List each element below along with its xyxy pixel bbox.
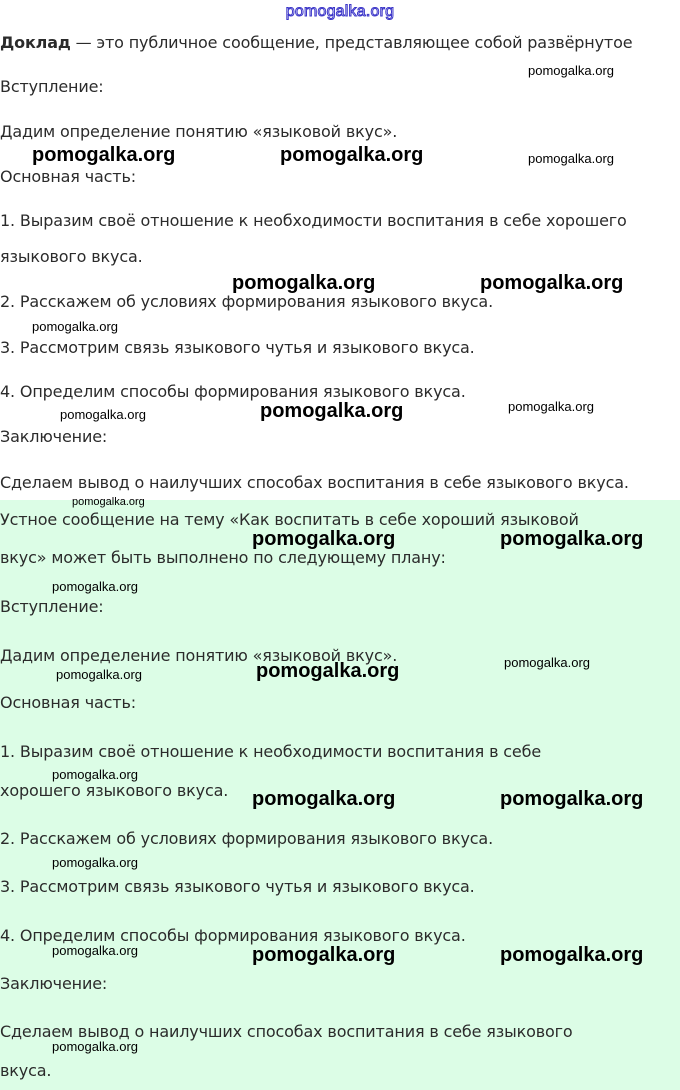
watermark: pomogalka.org xyxy=(500,528,644,550)
answer-main-heading: Основная часть: xyxy=(0,693,136,712)
watermark: pomogalka.org xyxy=(252,788,396,810)
plan-item-3: 3. Рассмотрим связь языкового чутья и языкового вкуса. xyxy=(0,338,475,357)
watermark: pomogalka.org xyxy=(528,63,614,78)
watermark: pomogalka.org xyxy=(500,788,644,810)
plan-item-2: 2. Расскажем об условиях формирования языкового вкуса. xyxy=(0,292,494,311)
watermark: pomogalka.org xyxy=(52,579,138,594)
site-header xyxy=(0,0,680,24)
conclusion-text: Сделаем вывод о наилучших способах воспитания в себе языкового вкуса. xyxy=(0,473,629,492)
site-logo-link[interactable]: pomogalka.org xyxy=(285,3,395,20)
watermark: pomogalka.org xyxy=(480,272,624,294)
watermark: pomogalka.org xyxy=(52,767,138,782)
watermark: pomogalka.org xyxy=(52,943,138,958)
watermark: pomogalka.org xyxy=(252,944,396,966)
answer-topic-line-1: Устное сообщение на тему «Как воспитать в себе хороший языковой xyxy=(0,510,579,529)
definition-text: — это публичное сообщение, представляющее собой развёрнутое xyxy=(70,33,633,52)
watermark: pomogalka.org xyxy=(500,944,644,966)
answer-plan-item-3: 3. Рассмотрим связь языкового чутья и языкового вкуса. xyxy=(0,877,475,896)
watermark: pomogalka.org xyxy=(56,667,142,682)
watermark: pomogalka.org xyxy=(60,407,146,422)
watermark: pomogalka.org xyxy=(504,655,590,670)
watermark: pomogalka.org xyxy=(52,1039,138,1054)
plan-item-1-continued: языкового вкуса. xyxy=(0,247,143,266)
watermark: pomogalka.org xyxy=(52,855,138,870)
watermark: pomogalka.org xyxy=(280,144,424,166)
watermark: pomogalka.org xyxy=(260,400,404,422)
watermark: pomogalka.org xyxy=(32,144,176,166)
watermark: pomogalka.org xyxy=(32,319,118,334)
main-heading: Основная часть: xyxy=(0,167,136,186)
watermark: pomogalka.org xyxy=(528,151,614,166)
answer-conclusion-line-2: вкуса. xyxy=(0,1061,52,1080)
watermark: pomogalka.org xyxy=(252,528,396,550)
answer-plan-item-2: 2. Расскажем об условиях формирования языкового вкуса. xyxy=(0,829,494,848)
watermark: pomogalka.org xyxy=(256,660,400,682)
answer-intro-heading: Вступление: xyxy=(0,597,104,616)
definition-term: Доклад xyxy=(0,33,71,52)
watermark: pomogalka.org xyxy=(508,399,594,414)
answer-plan-item-1: 1. Выразим своё отношение к необходимости воспитания в себе xyxy=(0,742,542,761)
answer-plan-item-1-continued: хорошего языкового вкуса. xyxy=(0,781,229,800)
intro-heading: Вступление: xyxy=(0,77,104,96)
watermark: pomogalka.org xyxy=(232,272,376,294)
plan-item-4: 4. Определим способы формирования языкового вкуса. xyxy=(0,382,466,401)
conclusion-heading: Заключение: xyxy=(0,427,108,446)
plan-item-1: 1. Выразим своё отношение к необходимости воспитания в себе хорошего xyxy=(0,211,627,230)
answer-conclusion-line-1: Сделаем вывод о наилучших способах воспитания в себе языкового xyxy=(0,1022,573,1041)
watermark: pomogalka.org xyxy=(72,496,145,508)
intro-text: Дадим определение понятию «языковой вкус». xyxy=(0,122,398,141)
definition-line xyxy=(0,32,632,54)
answer-intro-text: Дадим определение понятию «языковой вкус». xyxy=(0,646,398,665)
answer-plan-item-4: 4. Определим способы формирования языкового вкуса. xyxy=(0,926,466,945)
answer-conclusion-heading: Заключение: xyxy=(0,974,108,993)
answer-topic-line-2: вкус» может быть выполнено по следующему плану: xyxy=(0,548,446,567)
